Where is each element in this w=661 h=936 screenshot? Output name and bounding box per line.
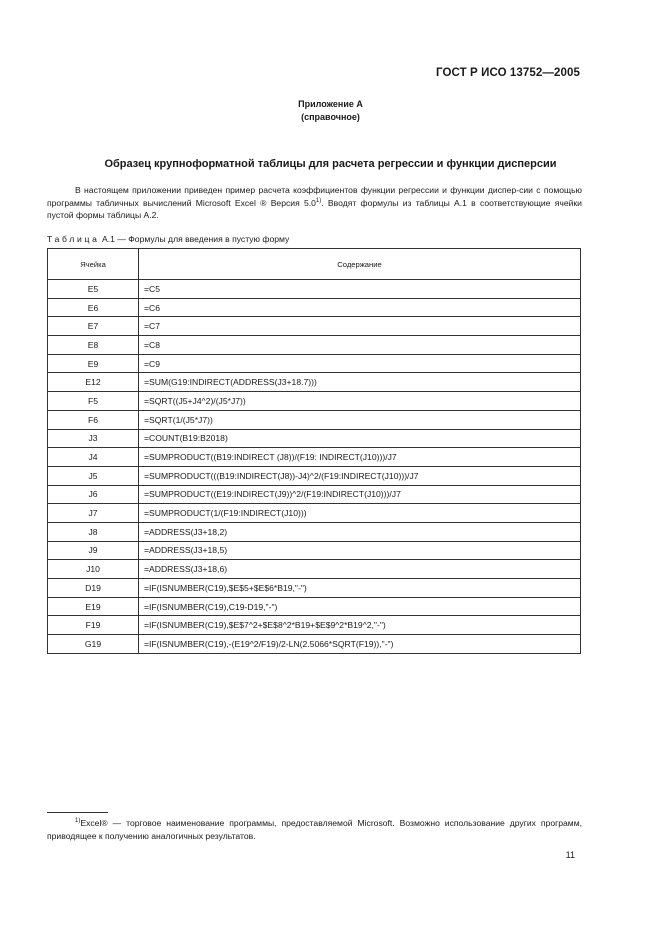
table-row [48, 466, 581, 485]
cell-reference: E12 [48, 373, 139, 392]
cell-formula: =SUM(G19:INDIRECT(ADDRESS(J3+18.7))) [139, 373, 581, 392]
table-caption-prefix: Таблица [47, 234, 100, 244]
table-row [48, 280, 581, 299]
cell-reference: E19 [48, 597, 139, 616]
column-header-cell: Ячейка [48, 249, 139, 280]
cell-formula: =C8 [139, 336, 581, 355]
cell-formula: =SQRT(1/(J5*J7)) [139, 410, 581, 429]
cell-reference: E5 [48, 280, 139, 299]
appendix-note: (справочное) [301, 112, 360, 122]
column-header-content: Содержание [139, 249, 581, 280]
cell-formula: =C5 [139, 280, 581, 299]
cell-formula: =C9 [139, 354, 581, 373]
table-header-row [48, 249, 581, 280]
table-row [48, 373, 581, 392]
footnote-reference: 1) [315, 197, 322, 204]
footnote-mark: 1) [75, 818, 81, 825]
table-row [48, 429, 581, 448]
cell-formula: =IF(ISNUMBER(C19),$E$5+$E$6*B19,"-") [139, 579, 581, 598]
cell-reference: J9 [48, 541, 139, 560]
cell-reference: J6 [48, 485, 139, 504]
cell-formula: =ADDRESS(J3+18,5) [139, 541, 581, 560]
footnote-divider [47, 812, 108, 813]
cell-formula: =SUMPRODUCT(((B19:INDIRECT(J8))-J4)^2/(F19:INDIRECT(J10)))/J7 [139, 466, 581, 485]
cell-reference: J7 [48, 504, 139, 523]
table-row [48, 448, 581, 467]
cell-formula: =C6 [139, 298, 581, 317]
section-heading: Образец крупноформатной таблицы для расчета регрессии и функции дисперсии [104, 158, 557, 170]
footnote [47, 817, 582, 843]
cell-formula: =SUMPRODUCT((E19:INDIRECT(J9))^2/(F19:INDIRECT(J10)))/J7 [139, 485, 581, 504]
table-row [48, 597, 581, 616]
table-row [48, 298, 581, 317]
table-caption [47, 234, 289, 244]
table-row [48, 504, 581, 523]
appendix-label: Приложение А [298, 99, 363, 109]
appendix-title [0, 98, 661, 124]
cell-formula: =COUNT(B19:B2018) [139, 429, 581, 448]
cell-formula: =IF(ISNUMBER(C19),$E$7^2+$E$8^2*B19+$E$9^2*B19^2,"-") [139, 616, 581, 635]
table-caption-text: А.1 — Формулы для введения в пустую форму [102, 234, 290, 244]
table-body [48, 280, 581, 654]
cell-reference: G19 [48, 635, 139, 654]
table-row [48, 317, 581, 336]
cell-reference: J5 [48, 466, 139, 485]
table-row [48, 354, 581, 373]
cell-reference: J3 [48, 429, 139, 448]
cell-formula: =IF(ISNUMBER(C19),-(E19^2/F19)/2-LN(2.5066*SQRT(F19)),"-") [139, 635, 581, 654]
cell-formula: =ADDRESS(J3+18,6) [139, 560, 581, 579]
intro-paragraph [47, 184, 582, 222]
cell-formula: =ADDRESS(J3+18,2) [139, 522, 581, 541]
cell-reference: E9 [48, 354, 139, 373]
intro-text-part2: . Вводят формулы из таблицы А.1 в соответствующие ячейки пустой формы таблицы А.2. [47, 197, 582, 221]
cell-reference: E8 [48, 336, 139, 355]
table-row [48, 392, 581, 411]
table-row [48, 560, 581, 579]
table-row [48, 541, 581, 560]
page-number: 11 [565, 850, 575, 860]
table-row [48, 522, 581, 541]
cell-reference: J10 [48, 560, 139, 579]
cell-reference: J4 [48, 448, 139, 467]
cell-formula: =SQRT((J5+J4^2)/(J5*J7)) [139, 392, 581, 411]
cell-reference: J8 [48, 522, 139, 541]
table-row [48, 336, 581, 355]
cell-reference: F5 [48, 392, 139, 411]
cell-formula: =SUMPRODUCT(1/(F19:INDIRECT(J10))) [139, 504, 581, 523]
intro-text-part1: В настоящем приложении приведен пример расчета коэффициентов функции регрессии и функции диспер-сии с помощью программы табличных вычислений Microsoft Excel ® Версия 5.0 [47, 185, 582, 208]
table-row [48, 579, 581, 598]
cell-reference: D19 [48, 579, 139, 598]
standard-code: ГОСТ Р ИСО 13752—2005 [435, 67, 580, 79]
formulas-table [47, 248, 581, 654]
table-row [48, 616, 581, 635]
cell-formula: =C7 [139, 317, 581, 336]
cell-reference: E7 [48, 317, 139, 336]
table-row [48, 635, 581, 654]
table-row [48, 485, 581, 504]
cell-reference: E6 [48, 298, 139, 317]
cell-reference: F6 [48, 410, 139, 429]
cell-reference: F19 [48, 616, 139, 635]
table-row [48, 410, 581, 429]
cell-formula: =SUMPRODUCT((B19:INDIRECT (J8))/(F19: INDIRECT(J10)))/J7 [139, 448, 581, 467]
cell-formula: =IF(ISNUMBER(C19),C19-D19,"-") [139, 597, 581, 616]
footnote-text: Excel® — торговое наименование программы, предоставляемой Microsoft. Возможно использование других программ, приводящее к получению аналогичных результатов. [47, 818, 582, 841]
